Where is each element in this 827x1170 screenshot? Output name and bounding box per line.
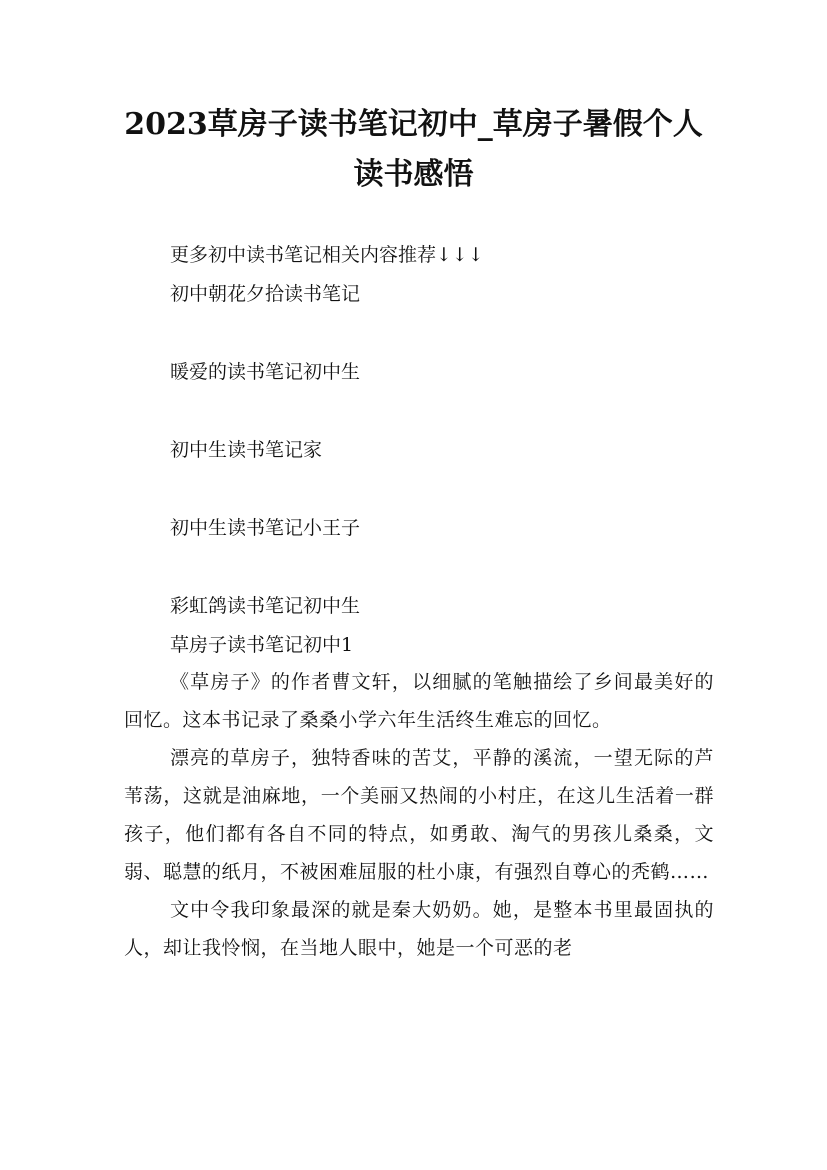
recommendation-link[interactable]: 暖爱的读书笔记初中生 [170, 361, 361, 383]
spacer [170, 470, 730, 509]
document-title [110, 100, 717, 200]
spacer [170, 314, 730, 353]
recommendation-link[interactable]: 初中生读书笔记小王子 [170, 517, 361, 539]
title-line-2: 读书感悟 [353, 157, 474, 192]
title-line-1: 2023草房子读书笔记初中_草房子暑假个人 [124, 107, 703, 142]
article-paragraph: 文中令我印象最深的就是秦大奶奶。她，是整本书里最固执的人，却让我怜悯，在当地人眼中，她是一个可恶的老 [124, 899, 714, 959]
recommendation-intro: 更多初中读书笔记相关内容推荐↓↓↓ [170, 244, 484, 266]
spacer [170, 548, 730, 587]
section-heading: 草房子读书笔记初中1 [170, 634, 354, 656]
article-body [124, 663, 714, 967]
recommendation-link[interactable]: 彩虹鸽读书笔记初中生 [170, 595, 361, 617]
recommendation-list [170, 236, 730, 665]
recommendation-link[interactable]: 初中朝花夕拾读书笔记 [170, 283, 361, 305]
recommendation-link[interactable]: 初中生读书笔记家 [170, 439, 323, 461]
article-paragraph: 漂亮的草房子，独特香味的苦艾，平静的溪流，一望无际的芦苇荡，这就是油麻地，一个美丽又热闹的小村庄，在这儿生活着一群孩子，他们都有各自不同的特点，如勇敢、淘气的男孩儿桑桑，文弱、聪慧的纸月，不被困难屈服的杜小康，有强烈自尊心的秃鹤…… [124, 747, 714, 883]
article-paragraph: 《草房子》的作者曹文轩，以细腻的笔触描绘了乡间最美好的回忆。这本书记录了桑桑小学六年生活终生难忘的回忆。 [124, 671, 714, 731]
spacer [170, 392, 730, 431]
